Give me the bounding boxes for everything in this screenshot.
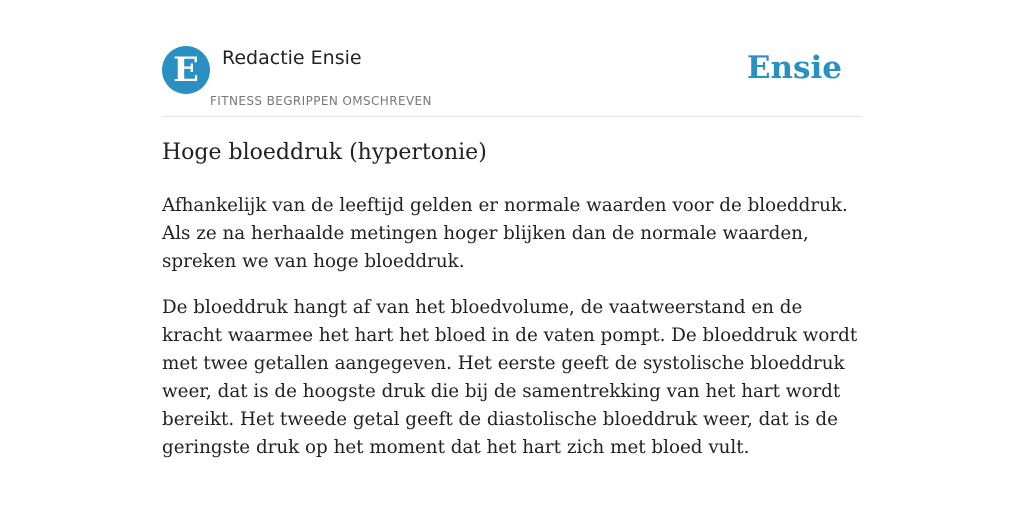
author-name[interactable]: Redactie Ensie <box>222 47 362 69</box>
article-body <box>162 192 862 480</box>
paragraph: De bloeddruk hangt af van het bloedvolume, de vaatweerstand en de kracht waarmee het hart het bloed in de vaten pompt. De bloeddruk wordt met twee getallen aangegeven. Het eerste geeft de systolische bloeddruk weer, dat is de hoogste druk die bij de samentrekking van het hart wordt bereikt. Het tweede getal geeft de diastolische bloeddruk weer, dat is de geringste druk op het moment dat het hart zich met bloed vult. <box>162 297 858 458</box>
article-header <box>162 46 862 117</box>
avatar[interactable]: E <box>162 46 210 94</box>
category-label[interactable]: FITNESS BEGRIPPEN OMSCHREVEN <box>210 94 432 108</box>
page-title: Hoge bloeddruk (hypertonie) <box>162 140 487 165</box>
brand-logo[interactable]: Ensie <box>746 50 842 86</box>
paragraph: Afhankelijk van de leeftijd gelden er normale waarden voor de bloeddruk. Als ze na herhaalde metingen hoger blijken dan de normale waarden, spreken we van hoge bloeddruk. <box>162 195 848 272</box>
